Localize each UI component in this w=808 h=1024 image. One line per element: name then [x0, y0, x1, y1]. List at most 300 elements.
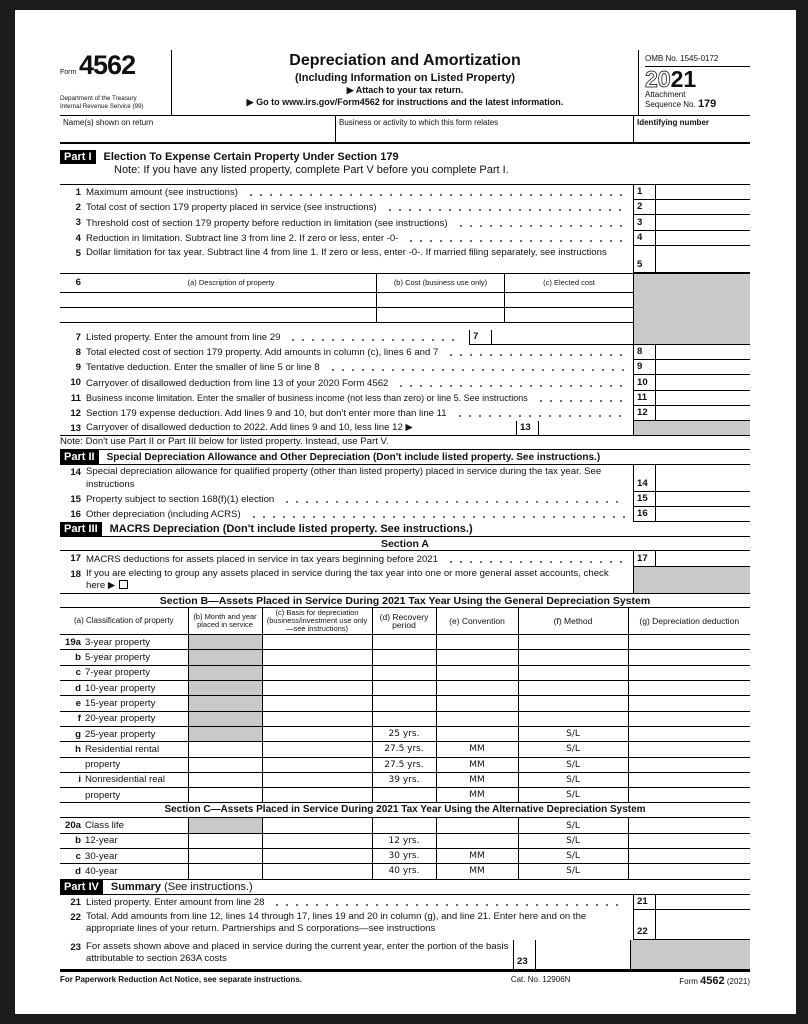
form-id-block [60, 50, 172, 115]
business-field[interactable] [336, 116, 634, 142]
method-cell: S/L [518, 726, 628, 741]
convention-cell[interactable] [436, 635, 518, 650]
seq-label: Sequence No. [645, 100, 696, 109]
convention-cell: MM [436, 788, 518, 803]
dept-line1: Department of the Treasury [60, 95, 137, 102]
classification-cell [60, 848, 188, 863]
line-22 [60, 910, 750, 940]
line-number: 15 [70, 494, 81, 506]
line-23 [60, 940, 750, 970]
deduction-cell[interactable] [628, 848, 750, 863]
classification-text: 25-year property [85, 728, 156, 740]
leader-dots [446, 354, 625, 356]
line-6-header [60, 274, 633, 293]
row-number: e [75, 697, 81, 709]
title-block [172, 50, 638, 115]
line-12 [60, 406, 750, 421]
month-year-cell [188, 818, 262, 833]
line-text: If you are electing to group any assets placed in service during the tax year into one or more general asset accounts, check here ▶ [86, 567, 609, 592]
line-number: 18 [70, 568, 81, 580]
amount-field[interactable] [655, 910, 750, 940]
part-label: Part I [60, 150, 96, 164]
section-b-title: Section B—Assets Placed in Service During 2021 Tax Year Using the General Depreciation System [60, 594, 750, 608]
amount-field[interactable] [655, 231, 750, 246]
line-box: 11 [633, 391, 655, 406]
form-number: 4562 [700, 974, 725, 987]
line-text: Maximum amount (see instructions) [86, 187, 238, 199]
method-cell[interactable] [518, 650, 628, 665]
classification-text: 20-year property [85, 713, 156, 725]
leader-dots [249, 516, 625, 518]
table-row [60, 665, 750, 680]
amount-field[interactable] [655, 375, 750, 390]
convention-cell: MM [436, 757, 518, 772]
convention-cell[interactable] [436, 711, 518, 726]
deduction-cell[interactable] [628, 726, 750, 741]
name-field[interactable] [60, 116, 336, 142]
paperwork-notice: For Paperwork Reduction Act Notice, see separate instructions. [60, 974, 302, 984]
basis-cell[interactable] [262, 742, 372, 757]
month-year-cell[interactable] [188, 848, 262, 863]
line-number: 17 [70, 553, 81, 565]
row-number: d [75, 865, 81, 877]
classification-cell [60, 681, 188, 696]
row-number: c [75, 667, 81, 679]
line-2 [60, 200, 750, 215]
recovery-period-cell[interactable] [372, 635, 436, 650]
basis-cell[interactable] [262, 818, 372, 833]
month-year-cell[interactable] [188, 864, 262, 879]
business-label: Business or activity to which this form relates [339, 118, 499, 127]
month-year-cell [188, 696, 262, 711]
form-subtitle: (Including Information on Listed Property) [295, 72, 515, 84]
recovery-period-cell: 25 yrs. [372, 726, 436, 741]
id-number-field[interactable] [634, 116, 750, 142]
catalog-number: Cat. No. 12906N [510, 974, 571, 984]
description-input[interactable] [60, 293, 376, 307]
line-box: 10 [633, 375, 655, 390]
month-year-cell [188, 635, 262, 650]
part-title: Summary [110, 880, 161, 893]
deduction-cell[interactable] [628, 742, 750, 757]
line-5 [60, 246, 750, 273]
classification-text: 3-year property [85, 636, 151, 648]
amount-field[interactable] [535, 940, 630, 969]
classification-text: Residential rental [85, 743, 160, 755]
method-cell: S/L [518, 772, 628, 787]
classification-text: 10-year property [85, 682, 156, 694]
method-cell[interactable] [518, 665, 628, 680]
amount-field[interactable] [655, 492, 750, 507]
classification-text: 40-year [85, 865, 118, 877]
recovery-period-cell: 39 yrs. [372, 772, 436, 787]
amount-field[interactable] [655, 507, 750, 522]
gaa-checkbox[interactable] [119, 580, 128, 589]
classification-text: Nonresidential real [85, 774, 165, 786]
line-16 [60, 507, 750, 522]
recovery-period-cell: 30 yrs. [372, 848, 436, 863]
month-year-cell[interactable] [188, 788, 262, 803]
convention-cell: MM [436, 772, 518, 787]
leader-dots [396, 385, 625, 387]
line-text: Carryover of disallowed deduction to 2022. Add lines 9 and 10, less line 12 ▶ [86, 422, 413, 434]
line-text: Business income limitation. Enter the smaller of business income (not less than zero) or line 5. See instructions [86, 392, 528, 403]
table-row [60, 833, 750, 848]
basis-cell[interactable] [262, 665, 372, 680]
deduction-cell[interactable] [628, 665, 750, 680]
leader-dots [406, 240, 625, 242]
recovery-period-cell[interactable] [372, 665, 436, 680]
line-text: Other depreciation (including ACRS) [86, 509, 241, 521]
form-word: Form [60, 69, 77, 76]
table-row [60, 757, 750, 772]
basis-cell[interactable] [262, 635, 372, 650]
basis-cell[interactable] [262, 848, 372, 863]
part4-header [60, 880, 750, 895]
shaded-area [633, 567, 750, 593]
description-input[interactable] [60, 308, 376, 322]
method-cell[interactable] [518, 635, 628, 650]
classification-cell [60, 726, 188, 741]
recovery-period-cell[interactable] [372, 681, 436, 696]
name-label: Name(s) shown on return [63, 118, 154, 127]
month-year-cell [188, 650, 262, 665]
convention-cell[interactable] [436, 833, 518, 848]
part-title-note: (See instructions.) [164, 880, 253, 893]
part3-header [60, 522, 750, 537]
month-year-cell[interactable] [188, 833, 262, 848]
leader-dots [272, 904, 625, 906]
form-footer [60, 970, 750, 987]
part1-note [60, 164, 750, 177]
line-number: 4 [75, 232, 81, 244]
line-3 [60, 215, 750, 230]
col-recovery: (d) Recovery period [372, 608, 436, 635]
amount-field[interactable] [655, 215, 750, 230]
deduction-cell[interactable] [628, 818, 750, 833]
line-6-table [60, 273, 750, 345]
table-row [60, 650, 750, 665]
line-box: 9 [633, 360, 655, 375]
recovery-period-cell: 27.5 yrs. [372, 742, 436, 757]
basis-cell[interactable] [262, 711, 372, 726]
line-text: Reduction in limitation. Subtract line 3 from line 2. If zero or less, enter -0- [86, 232, 399, 244]
line-box: 15 [633, 492, 655, 507]
line-8 [60, 345, 750, 360]
amount-field[interactable] [655, 246, 750, 273]
classification-cell [60, 788, 188, 803]
part-title: Special Depreciation Allowance and Other Depreciation (Don't include listed property. See instructions.) [106, 451, 601, 463]
form-year: (2021) [726, 976, 750, 986]
basis-cell[interactable] [262, 650, 372, 665]
method-cell[interactable] [518, 711, 628, 726]
col-method: (f) Method [518, 608, 628, 635]
classification-text: 30-year [85, 850, 118, 862]
line-number: 14 [70, 467, 81, 479]
part1-note2 [60, 436, 750, 450]
col-cost: (b) Cost (business use only) [376, 274, 504, 292]
recovery-period-cell[interactable] [372, 711, 436, 726]
sequence [645, 99, 750, 110]
omb-number: OMB No. 1545-0172 [645, 54, 719, 63]
line-text: Section 179 expense deduction. Add lines 9 and 10, but don't enter more than line 11 [86, 407, 447, 419]
line-6-row [60, 308, 633, 323]
recovery-period-cell[interactable] [372, 788, 436, 803]
line-6-row [60, 293, 633, 308]
shaded-area [630, 940, 750, 969]
classification-text: property [85, 789, 121, 801]
amount-field[interactable] [655, 360, 750, 375]
line-11 [60, 391, 750, 406]
recovery-period-cell[interactable] [372, 696, 436, 711]
amount-field[interactable] [491, 330, 633, 345]
basis-cell[interactable] [262, 864, 372, 879]
classification-cell [60, 757, 188, 772]
row-number: 20a [64, 820, 81, 832]
line-text: Dollar limitation for tax year. Subtract line 4 from line 1. If zero or less, enter -0-. If married filing separately, see instructions [86, 246, 607, 258]
row-number: b [75, 835, 81, 847]
method-cell: S/L [518, 864, 628, 879]
row-number: g [75, 728, 81, 740]
deduction-cell[interactable] [628, 650, 750, 665]
amount-field[interactable] [655, 465, 750, 492]
line-number: 5 [75, 247, 81, 259]
instructions-link[interactable]: ▶ Go to www.irs.gov/Form4562 for instructions and the latest information. [246, 97, 564, 107]
note-text: Note: If you have any listed property, complete Part V before you complete Part I. [114, 164, 509, 176]
attach-note: ▶ Attach to your tax return. [346, 85, 464, 95]
month-year-cell[interactable] [188, 757, 262, 772]
line-number: 16 [70, 509, 81, 521]
row-number: 19a [64, 636, 81, 648]
dept-line2: Internal Revenue Service (99) [60, 103, 144, 110]
line-number: 22 [70, 911, 81, 923]
method-cell: S/L [518, 742, 628, 757]
row-number: c [75, 850, 81, 862]
deduction-cell[interactable] [628, 696, 750, 711]
part-label: Part IV [60, 880, 103, 894]
classification-cell [60, 696, 188, 711]
line-text: Threshold cost of section 179 property before reduction in limitation (see instructions) [86, 217, 448, 229]
line-box: 2 [633, 200, 655, 215]
deduction-cell[interactable] [628, 757, 750, 772]
convention-cell: MM [436, 742, 518, 757]
line-text: Listed property. Enter the amount from line 29 [86, 331, 281, 343]
line-box: 17 [633, 551, 655, 566]
table-row [60, 681, 750, 696]
month-year-cell[interactable] [188, 742, 262, 757]
classification-cell [60, 665, 188, 680]
cost-input[interactable] [376, 308, 504, 322]
line-box: 3 [633, 215, 655, 230]
classification-text: 12-year [85, 835, 118, 847]
table-row [60, 818, 750, 833]
line-number: 6 [75, 277, 81, 289]
row-number: f [77, 713, 81, 725]
line-box: 8 [633, 345, 655, 360]
deduction-cell[interactable] [628, 711, 750, 726]
classification-text: property [85, 759, 121, 771]
convention-cell[interactable] [436, 726, 518, 741]
amount-field[interactable] [655, 185, 750, 200]
basis-cell[interactable] [262, 788, 372, 803]
line-10 [60, 375, 750, 390]
line-text: Listed property. Enter amount from line 28 [86, 896, 265, 908]
line-number: 12 [70, 407, 81, 419]
col-month-year: (b) Month and year placed in service [188, 608, 262, 635]
line-number: 2 [75, 202, 81, 214]
classification-cell [60, 650, 188, 665]
amount-field[interactable] [655, 551, 750, 566]
table-row [60, 772, 750, 787]
amount-field[interactable] [538, 421, 633, 435]
line-text: MACRS deductions for assets placed in service in tax years beginning before 2021 [86, 553, 438, 565]
line-4 [60, 231, 750, 246]
line-number: 23 [70, 941, 81, 953]
convention-cell[interactable] [436, 818, 518, 833]
year-outline: 20 [645, 66, 671, 92]
leader-dots [385, 209, 625, 211]
tax-year [645, 66, 750, 91]
seq-number: 179 [697, 98, 717, 110]
method-cell: S/L [518, 757, 628, 772]
line-box: 7 [469, 330, 491, 345]
recovery-period-cell[interactable] [372, 818, 436, 833]
convention-cell[interactable] [436, 681, 518, 696]
part-title: MACRS Depreciation (Don't include listed property. See instructions.) [109, 523, 473, 536]
basis-cell[interactable] [262, 726, 372, 741]
line-number: 10 [70, 377, 81, 389]
amount-field[interactable] [655, 345, 750, 360]
month-year-cell [188, 665, 262, 680]
deduction-cell[interactable] [628, 681, 750, 696]
line-text: Special depreciation allowance for qualified property (other than listed property) placed in service during the tax year. See instructions [86, 466, 602, 490]
deduction-cell[interactable] [628, 788, 750, 803]
line-13 [60, 421, 750, 436]
method-cell[interactable] [518, 696, 628, 711]
line-15 [60, 492, 750, 507]
part-label: Part III [60, 522, 102, 536]
id-label: Identifying number [637, 118, 709, 127]
convention-cell[interactable] [436, 650, 518, 665]
recovery-period-cell: 12 yrs. [372, 833, 436, 848]
year-bold: 21 [670, 66, 697, 92]
classification-text: 15-year property [85, 697, 156, 709]
omb-block [638, 50, 750, 115]
form-number: 4562 [79, 50, 136, 80]
row-number: b [75, 652, 81, 664]
line-text: Property subject to section 168(f)(1) election [86, 494, 275, 506]
line-18 [60, 567, 750, 594]
leader-dots [456, 225, 625, 227]
leader-dots [288, 339, 461, 341]
basis-cell[interactable] [262, 696, 372, 711]
line-14 [60, 465, 750, 492]
deduction-cell[interactable] [628, 772, 750, 787]
col-convention: (e) Convention [436, 608, 518, 635]
col-classification: (a) Classification of property [60, 608, 188, 635]
elected-cost-input[interactable] [504, 308, 633, 322]
line-box: 13 [516, 421, 538, 435]
col-basis: (c) Basis for depreciation (business/investment use only—see instructions) [262, 608, 372, 635]
line-box: 23 [513, 940, 535, 969]
cost-input[interactable] [376, 293, 504, 307]
basis-cell[interactable] [262, 681, 372, 696]
line-1 [60, 185, 750, 200]
table-row [60, 726, 750, 741]
shaded-area [633, 421, 750, 435]
amount-field[interactable] [655, 895, 750, 910]
line-number: 8 [75, 346, 81, 358]
line-box: 4 [633, 231, 655, 246]
classification-text: 5-year property [85, 652, 151, 664]
table-row [60, 864, 750, 879]
leader-dots [536, 400, 625, 402]
col-elected-cost: (c) Elected cost [504, 274, 633, 292]
line-box: 16 [633, 507, 655, 522]
line-text: For assets shown above and placed in service during the current year, enter the portion of the basis attributable to section 263A costs [86, 940, 509, 965]
convention-cell[interactable] [436, 696, 518, 711]
table-row [60, 848, 750, 863]
basis-cell[interactable] [262, 757, 372, 772]
table-row [60, 788, 750, 803]
leader-dots [282, 501, 625, 503]
note-text: Note: Don't use Part II or Part III below for listed property. Instead, use Part V. [60, 436, 389, 448]
elected-cost-input[interactable] [504, 293, 633, 307]
line-box: 5 [633, 246, 655, 273]
col-description: (a) Description of property [187, 278, 275, 288]
line-text: Tentative deduction. Enter the smaller of line 5 or line 8 [86, 362, 320, 374]
table-row [60, 635, 750, 650]
department [60, 95, 144, 111]
footer-form-id [679, 975, 750, 987]
classification-text: Class life [85, 820, 124, 832]
form-title: Depreciation and Amortization [289, 52, 521, 69]
recovery-period-cell[interactable] [372, 650, 436, 665]
convention-cell: MM [436, 864, 518, 879]
classification-cell [60, 818, 188, 833]
method-cell: S/L [518, 848, 628, 863]
classification-cell [60, 742, 188, 757]
deduction-cell[interactable] [628, 635, 750, 650]
method-cell[interactable] [518, 681, 628, 696]
basis-cell[interactable] [262, 833, 372, 848]
month-year-cell[interactable] [188, 772, 262, 787]
line-box: 1 [633, 185, 655, 200]
part1-header [60, 149, 750, 164]
deduction-cell[interactable] [628, 833, 750, 848]
classification-cell [60, 635, 188, 650]
deduction-cell[interactable] [628, 864, 750, 879]
month-year-cell [188, 681, 262, 696]
table-row [60, 711, 750, 726]
classification-cell [60, 864, 188, 879]
amount-field[interactable] [655, 391, 750, 406]
convention-cell[interactable] [436, 665, 518, 680]
attachment-label: Attachment [645, 90, 686, 99]
leader-dots [328, 369, 625, 371]
line-box: 14 [633, 465, 655, 492]
part-label: Part II [60, 450, 99, 464]
table-header [60, 608, 750, 635]
amount-field[interactable] [655, 200, 750, 215]
classification-text: 7-year property [85, 667, 151, 679]
part-title: Election To Expense Certain Property Under Section 179 [103, 150, 399, 163]
basis-cell[interactable] [262, 772, 372, 787]
amount-field[interactable] [655, 406, 750, 421]
line-17 [60, 551, 750, 566]
row-number: d [75, 682, 81, 694]
line-box: 21 [633, 895, 655, 910]
